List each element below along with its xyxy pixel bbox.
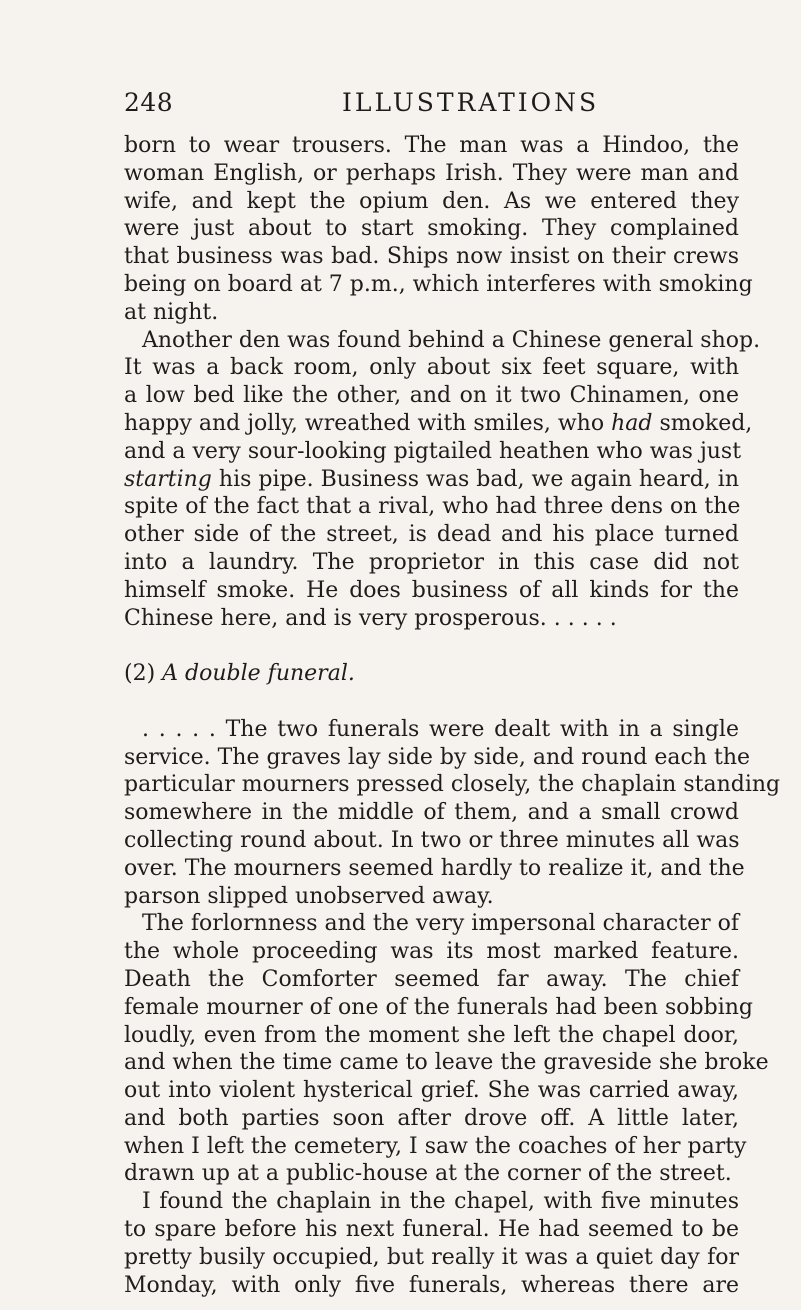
text-line: I found the chaplain in the chapel, with five minutes	[142, 1189, 739, 1215]
body-text	[124, 132, 781, 1299]
page-number: 248	[124, 88, 174, 117]
text-line: and a very sour-looking pigtailed heathen who was just	[124, 438, 742, 464]
text-line: out into violent hysterical grief. She was carried away,	[124, 1078, 739, 1104]
text-line: pretty busily occupied, but really it was a quiet day for	[124, 1244, 739, 1270]
text-line: a low bed like the other, and on it two Chinamen, one	[124, 383, 739, 409]
text-line: The forlornness and the very impersonal character of	[142, 911, 739, 937]
italic-word: had	[611, 410, 653, 436]
text-line: parson slipped unobserved away.	[124, 883, 494, 909]
text-line: other side of the street, is dead and his place turned	[124, 522, 739, 548]
text-line: service. The graves lay side by side, and round each the	[124, 744, 751, 770]
section-heading	[124, 660, 739, 688]
text-line: Monday, with only five funerals, whereas there are	[124, 1272, 739, 1298]
text-line: Chinese here, and is very prosperous. . . . . .	[124, 605, 617, 631]
text-line: himself smoke. He does business of all kinds for the	[124, 577, 739, 603]
text-line: It was a back room, only about six feet square, with	[124, 355, 739, 381]
page-header	[124, 88, 741, 120]
text-line: that business was bad. Ships now insist on their crews	[124, 244, 739, 270]
text-line: at night.	[124, 299, 219, 325]
text-line: loudly, even from the moment she left the chapel door,	[124, 1022, 739, 1048]
text-line: particular mourners pressed closely, the chaplain standing	[124, 772, 781, 798]
text-fragment: happy and jolly, wreathed with smiles, who	[124, 410, 612, 436]
text-line: born to wear trousers. The man was a Hindoo, the	[124, 133, 739, 158]
text-line: . . . . . The two funerals were dealt with in a single	[142, 716, 739, 742]
paragraph-1	[124, 132, 753, 327]
paragraph-5	[124, 1188, 739, 1299]
text-line	[124, 466, 739, 494]
text-line: and when the time came to leave the graveside she broke	[124, 1050, 769, 1076]
text-line: Another den was found behind a Chinese general shop.	[142, 327, 761, 353]
text-line: woman English, or perhaps Irish. They were man and	[124, 160, 739, 186]
text-line: drawn up at a public-house at the corner of the street.	[124, 1161, 732, 1187]
text-fragment: his pipe. Business was bad, we again heard, in	[211, 466, 739, 492]
text-line: over. The mourners seemed hardly to realize it, and the	[124, 855, 745, 881]
section-title: A double funeral.	[162, 661, 355, 687]
text-line: the whole proceeding was its most marked feature.	[124, 939, 739, 965]
paragraph-2	[124, 327, 761, 633]
text-line: collecting round about. In two or three minutes all was	[124, 827, 740, 853]
text-line: and both parties soon after drove off. A little later,	[124, 1105, 739, 1131]
text-line: wife, and kept the opium den. As we entered they	[124, 188, 739, 214]
paragraph-3	[124, 716, 781, 911]
text-line: were just about to start smoking. They complained	[124, 216, 739, 242]
paragraph-4	[124, 910, 769, 1188]
text-line: being on board at 7 p.m., which interferes with smoking	[124, 271, 753, 297]
text-line: Death the Comforter seemed far away. The chief	[124, 966, 739, 992]
text-line	[124, 410, 753, 438]
text-line: female mourner of one of the funerals had been sobbing	[124, 994, 753, 1020]
text-line: when I left the cemetery, I saw the coaches of her party	[124, 1133, 747, 1159]
italic-word: starting	[124, 466, 212, 492]
spacer	[124, 632, 739, 660]
spacer	[124, 688, 739, 716]
text-line: spite of the fact that a rival, who had three dens on the	[124, 494, 741, 520]
running-head: ILLUSTRATIONS	[342, 88, 600, 117]
text-line: into a laundry. The proprietor in this case did not	[124, 549, 739, 575]
text-line: to spare before his next funeral. He had seemed to be	[124, 1217, 739, 1243]
section-number: (2)	[124, 661, 156, 687]
text-line: somewhere in the middle of them, and a small crowd	[124, 800, 739, 826]
text-fragment: smoked,	[652, 410, 753, 436]
